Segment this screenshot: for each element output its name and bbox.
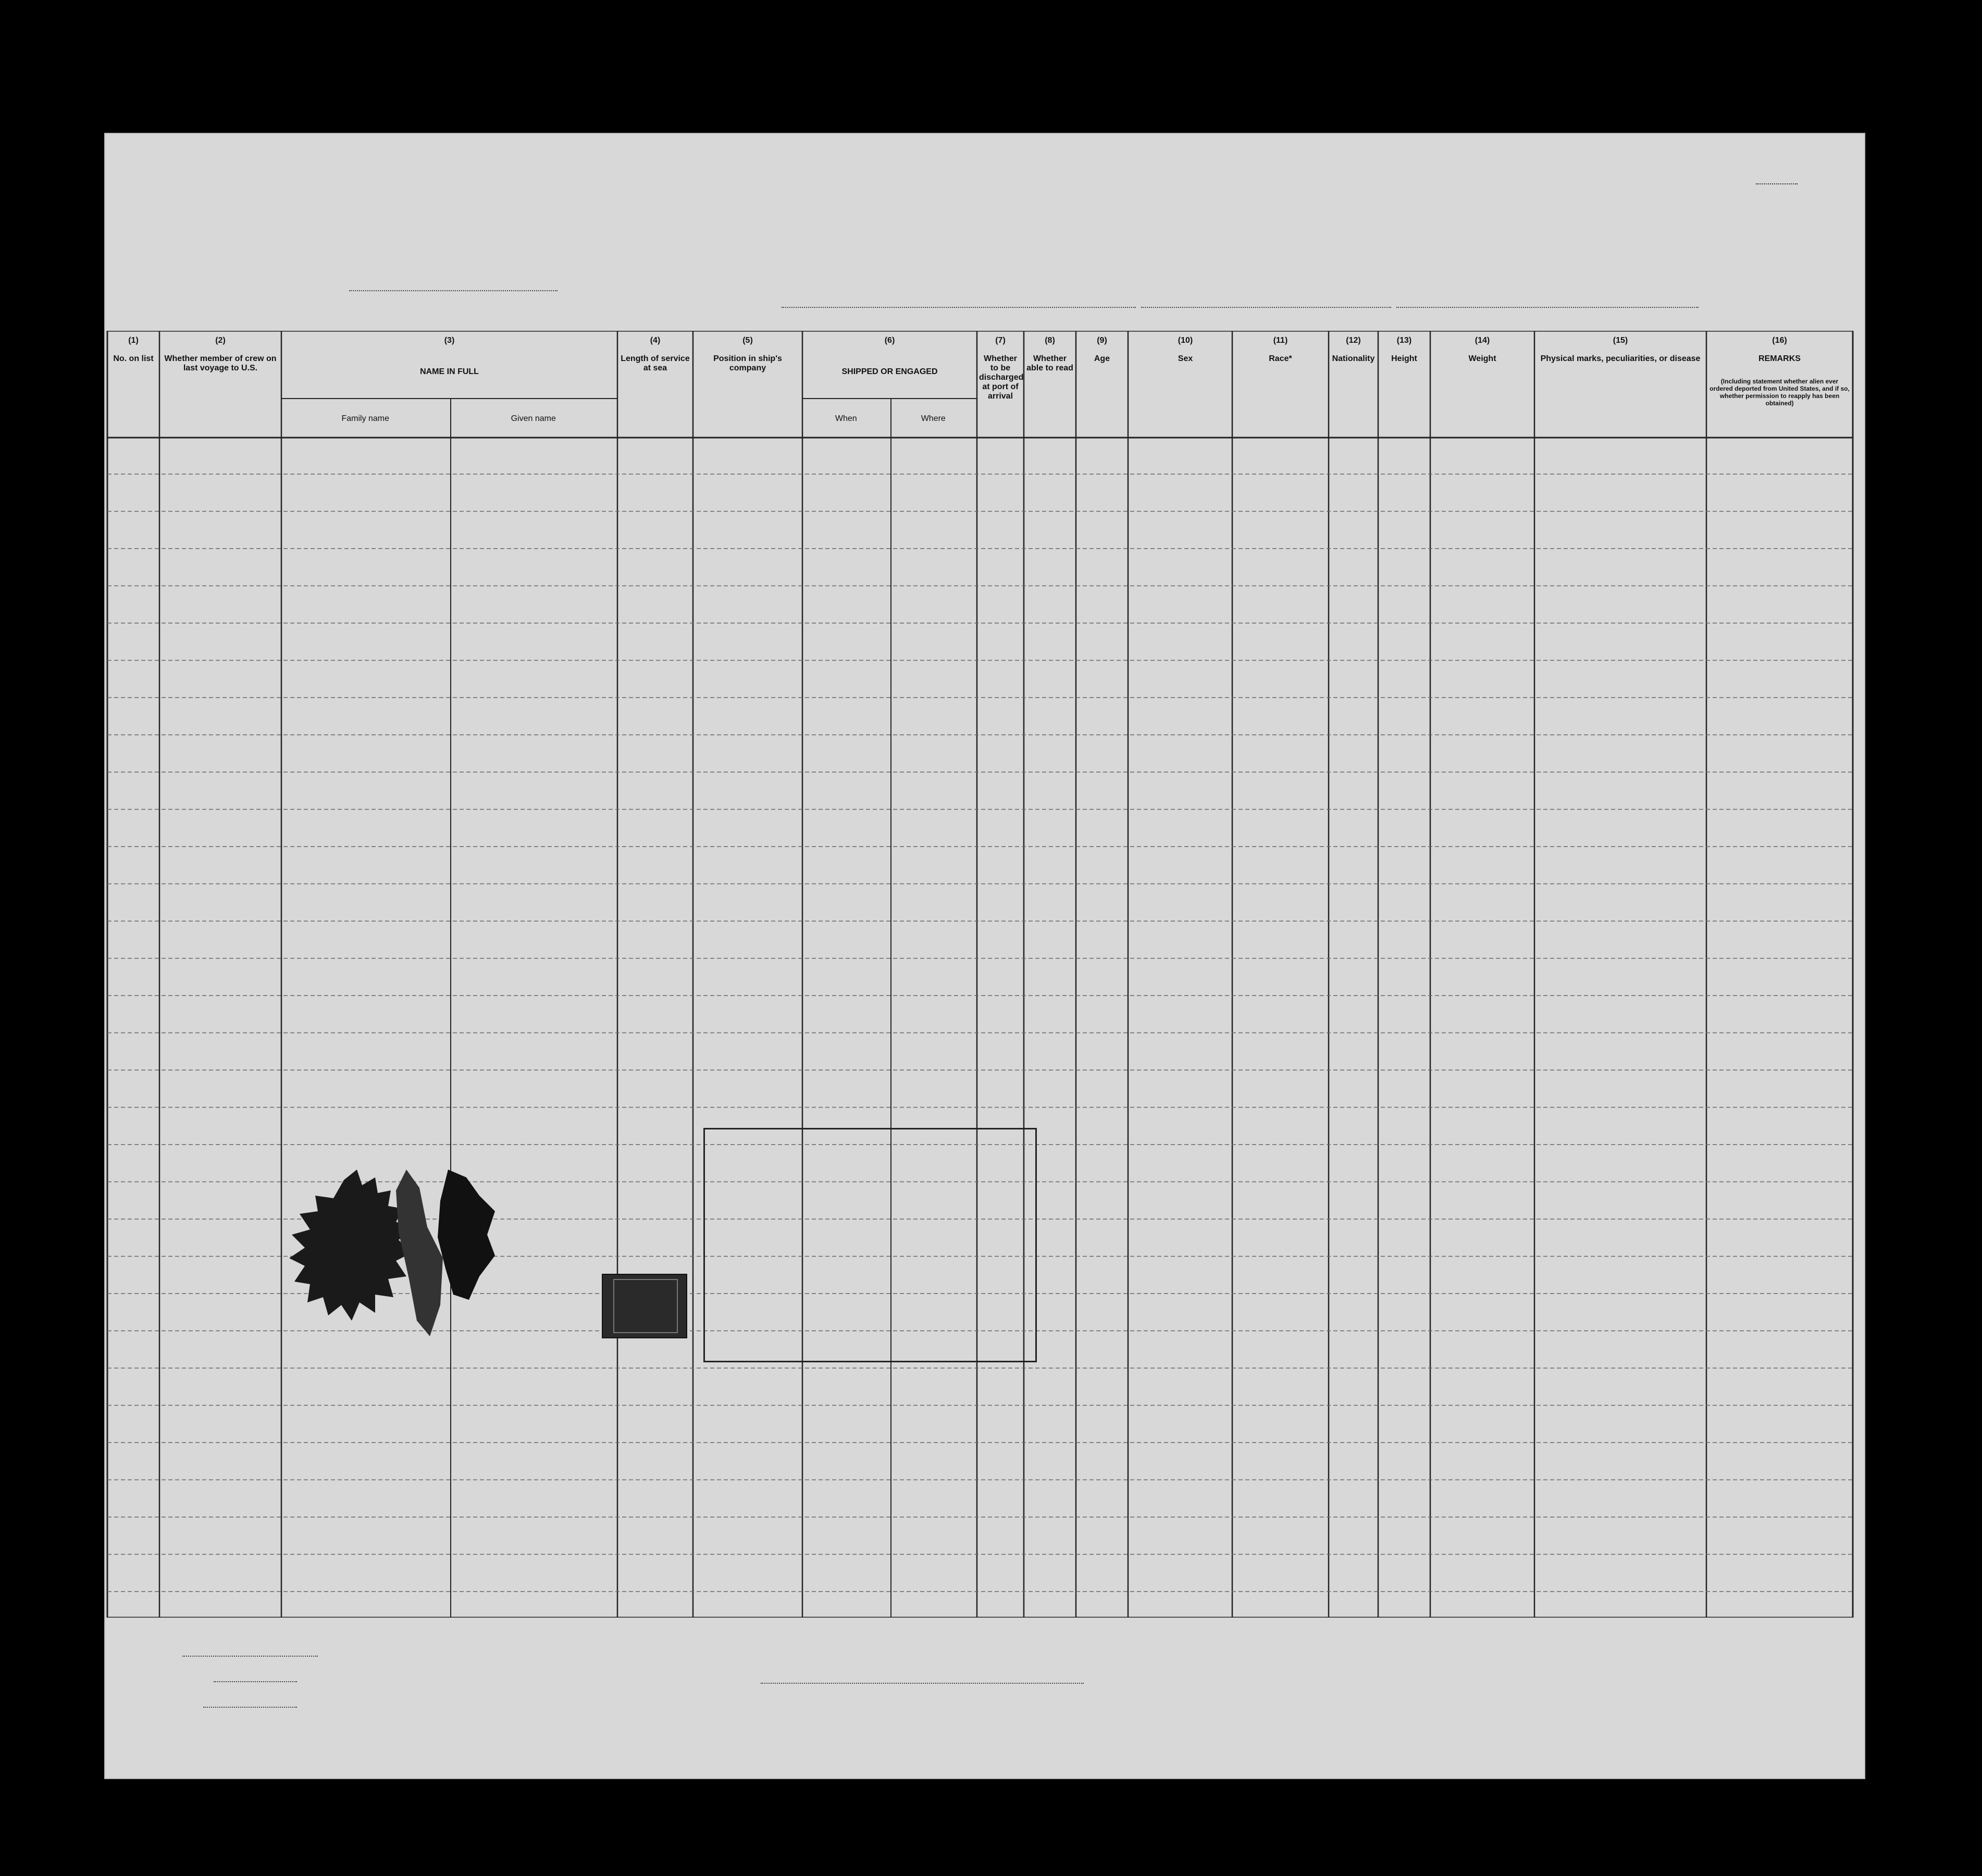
column-header: Sex xyxy=(1178,354,1193,363)
column-number: (14) xyxy=(1475,336,1490,345)
column-subheader: Family name xyxy=(341,414,390,423)
crew-table xyxy=(104,331,1855,1618)
column-number: (12) xyxy=(1346,336,1361,345)
column-number: (5) xyxy=(742,336,753,345)
column-number: (15) xyxy=(1613,336,1628,345)
column-subheader: When xyxy=(835,414,857,423)
sheet-number xyxy=(1756,169,1798,183)
footer-block xyxy=(172,1636,318,1712)
column-header: REMARKS xyxy=(1758,354,1801,363)
column-number: (13) xyxy=(1396,336,1412,345)
column-header-note: (Including statement whether alien ever ordered deported from United States, and if so, whether permission to reapply has been obtained) xyxy=(1710,378,1850,407)
column-header: Whether member of crew on last voyage to U.S. xyxy=(164,354,277,372)
column-number: (7) xyxy=(995,336,1006,345)
column-header: No. on list xyxy=(113,354,154,363)
column-number: (9) xyxy=(1097,336,1107,345)
column-number: (2) xyxy=(215,336,226,345)
column-number: (4) xyxy=(650,336,661,345)
vessel-name xyxy=(349,290,558,291)
column-header: Nationality xyxy=(1332,354,1375,363)
column-number: (10) xyxy=(1178,336,1193,345)
column-header: Weight xyxy=(1468,354,1496,363)
port-of-arrival xyxy=(1141,290,1391,308)
column-header: Position in ship's company xyxy=(713,354,782,372)
column-number: (1) xyxy=(128,336,139,345)
column-header: Whether to be discharged at port of arrival xyxy=(979,354,1024,401)
agents-value xyxy=(203,1692,297,1708)
manifest-sheet xyxy=(104,133,1865,1779)
column-subheader: Where xyxy=(921,414,946,423)
line-value xyxy=(182,1641,318,1657)
column-header: Age xyxy=(1094,354,1110,363)
column-number: (16) xyxy=(1772,336,1787,345)
column-subheader: Given name xyxy=(511,414,556,423)
embossed-seal-stamps xyxy=(271,1149,505,1357)
column-number: (3) xyxy=(444,336,455,345)
column-header: Length of service at sea xyxy=(621,354,690,372)
sheet-value xyxy=(1756,170,1798,184)
table-grid-lines xyxy=(104,331,1855,1618)
owners-value xyxy=(214,1666,297,1682)
column-header: Whether able to read xyxy=(1026,354,1073,372)
port-of-departure xyxy=(782,290,1136,308)
column-header: SHIPPED OR ENGAGED xyxy=(841,367,938,376)
column-header: Race* xyxy=(1269,354,1292,363)
inspector-signature-line xyxy=(761,1683,1084,1685)
column-header: Height xyxy=(1391,354,1417,363)
arrival-date xyxy=(1396,290,1699,308)
column-header: NAME IN FULL xyxy=(420,367,479,376)
column-number: (11) xyxy=(1273,336,1288,345)
consular-stamp xyxy=(703,1128,1037,1362)
column-number: (8) xyxy=(1045,336,1055,345)
column-header: Physical marks, peculiarities, or disease xyxy=(1540,354,1701,363)
fee-stamp xyxy=(602,1274,687,1338)
column-number: (6) xyxy=(884,336,895,345)
